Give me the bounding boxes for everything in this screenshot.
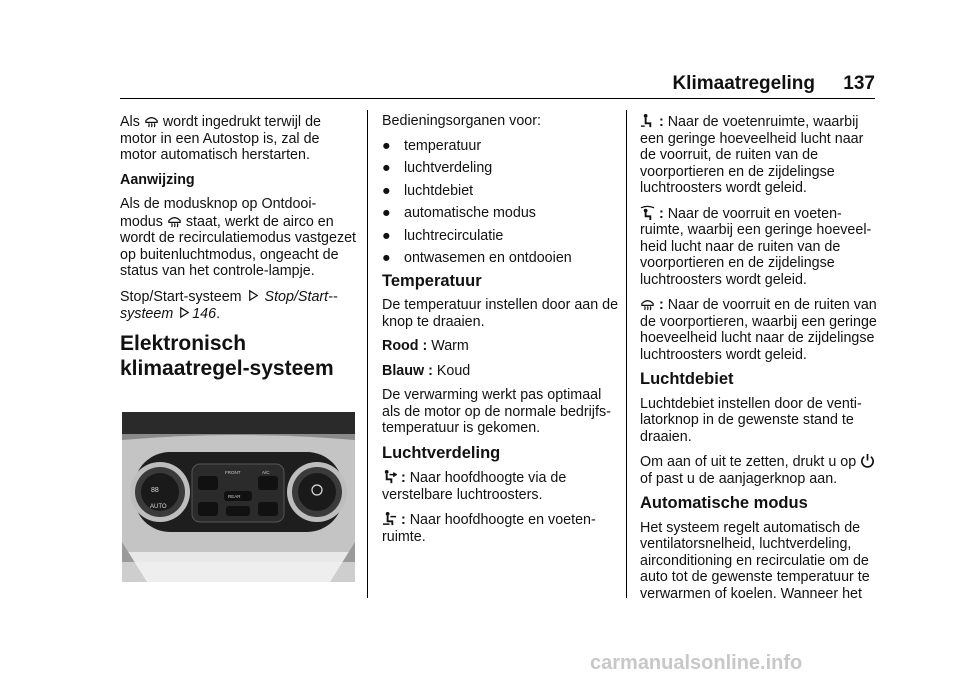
list-item: ● luchtverdeling <box>382 160 493 176</box>
temperature-heading: Temperatuur <box>382 271 482 290</box>
list-item: ● ontwasemen en ontdooien <box>382 250 572 266</box>
list-item: ● luchtrecirculatie <box>382 227 504 244</box>
stopstart-link[interactable]: Stop/Start--systeem <box>120 288 338 322</box>
airflow-heading: Luchtdebiet <box>640 370 734 388</box>
autostop-paragraph: Als wordt ingedrukt terwijl de motor in een Autostop is, zal de motor automatisch herstarten. <box>120 114 321 163</box>
ac-label: A/C <box>262 470 270 475</box>
vent-head-feet-icon <box>382 511 397 526</box>
stopstart-page-link[interactable]: 146 <box>192 306 217 322</box>
svg-text:88: 88 <box>151 487 159 494</box>
defrost-icon <box>167 213 182 228</box>
column-1 <box>120 113 357 389</box>
stopstart-reference: Stop/Start-systeem Stop/Start--systeem 146. <box>120 288 338 322</box>
list-item: ● temperatuur <box>382 137 482 154</box>
power-paragraph: Om aan of uit te zetten, drukt u op of past u de aanjagerknop aan. <box>640 453 880 487</box>
power-icon <box>860 453 875 468</box>
vent-windscreen-feet-icon <box>640 205 655 220</box>
distribution-head-feet: : Naar hoofdhoogte en voeten-ruimte. <box>382 512 596 545</box>
defrost-icon <box>144 113 159 128</box>
note-paragraph: Als de modusknop op Ontdooi-modus staat, werkt de airco en wordt de recirculatiemodus vastgezet op buitenluchtmodus, ongeacht de status van het controle-lampje. <box>120 196 357 279</box>
blue-row: Blauw : Koud <box>382 362 471 379</box>
list-item: ● automatische modus <box>382 205 536 221</box>
distribution-feet: : Naar de voetenruimte, waarbij een geringe hoeveelheid lucht naar de voorruit, de ruiten van de voorportieren en de zijdelingse luchtroosters wordt geleid. <box>640 114 864 196</box>
climate-control-panel-photo <box>122 412 355 582</box>
vent-feet-icon <box>640 113 655 128</box>
column-3 <box>640 113 880 610</box>
auto-mode-heading: Automatische modus <box>640 494 808 512</box>
rear-label: REAR <box>228 494 241 499</box>
page-number: 137 <box>843 73 875 94</box>
auto-label: AUTO <box>150 504 167 510</box>
column-divider <box>626 110 627 598</box>
reference-arrow-icon <box>177 305 192 320</box>
note-label: Aanwijzing <box>120 171 195 188</box>
distribution-windscreen-feet: : Naar de voorruit en voeten-ruimte, waarbij een geringe hoeveel-heid lucht naar de ruiten van de voorportieren en de zijdelingse luchtroosters wordt geleid. <box>640 205 872 288</box>
vent-head-icon <box>382 469 397 484</box>
warmup-text: De verwarming werkt pas optimaal als de motor op de normale bedrijfs-temperatuur is gekomen. <box>382 387 611 436</box>
page-header <box>120 73 875 99</box>
header-rule <box>120 98 875 99</box>
distribution-windscreen: : Naar de voorruit en de ruiten van de voorportieren, waarbij een geringe hoeveelheid lucht naar de zijdelingse luchtroosters wordt geleid. <box>640 297 877 363</box>
red-row: Rood : Warm <box>382 338 469 354</box>
air-distribution-heading: Luchtverdeling <box>382 443 501 462</box>
list-item: ● luchtdebiet <box>382 182 474 199</box>
reference-arrow-icon <box>246 288 261 303</box>
auto-mode-text: Het systeem regelt automatisch de ventilatorsnelheid, luchtverdeling, airconditioning en recirculatie om de auto tot de gewenste temperatuur te verwarmen of koelen. Wanneer het <box>640 519 870 602</box>
column-2 <box>382 113 620 553</box>
airflow-text: Luchtdebiet instellen door de venti-latorknop in de gewenste stand te draaien. <box>640 395 862 445</box>
distribution-head: : Naar hoofdhoogte via de verstelbare luchtroosters. <box>382 470 567 503</box>
temperature-text: De temperatuur instellen door aan de knop te draaien. <box>382 297 619 330</box>
section-heading: Elektronisch klimaatregel-systeem <box>120 331 334 380</box>
watermark: carmanualsonline.info <box>590 652 803 674</box>
column-divider <box>367 110 368 598</box>
controls-intro: Bedieningsorganen voor: <box>382 113 541 129</box>
section-title: Klimaatregeling <box>672 73 815 94</box>
front-label: FRONT <box>225 470 241 475</box>
defrost-icon <box>640 296 655 311</box>
